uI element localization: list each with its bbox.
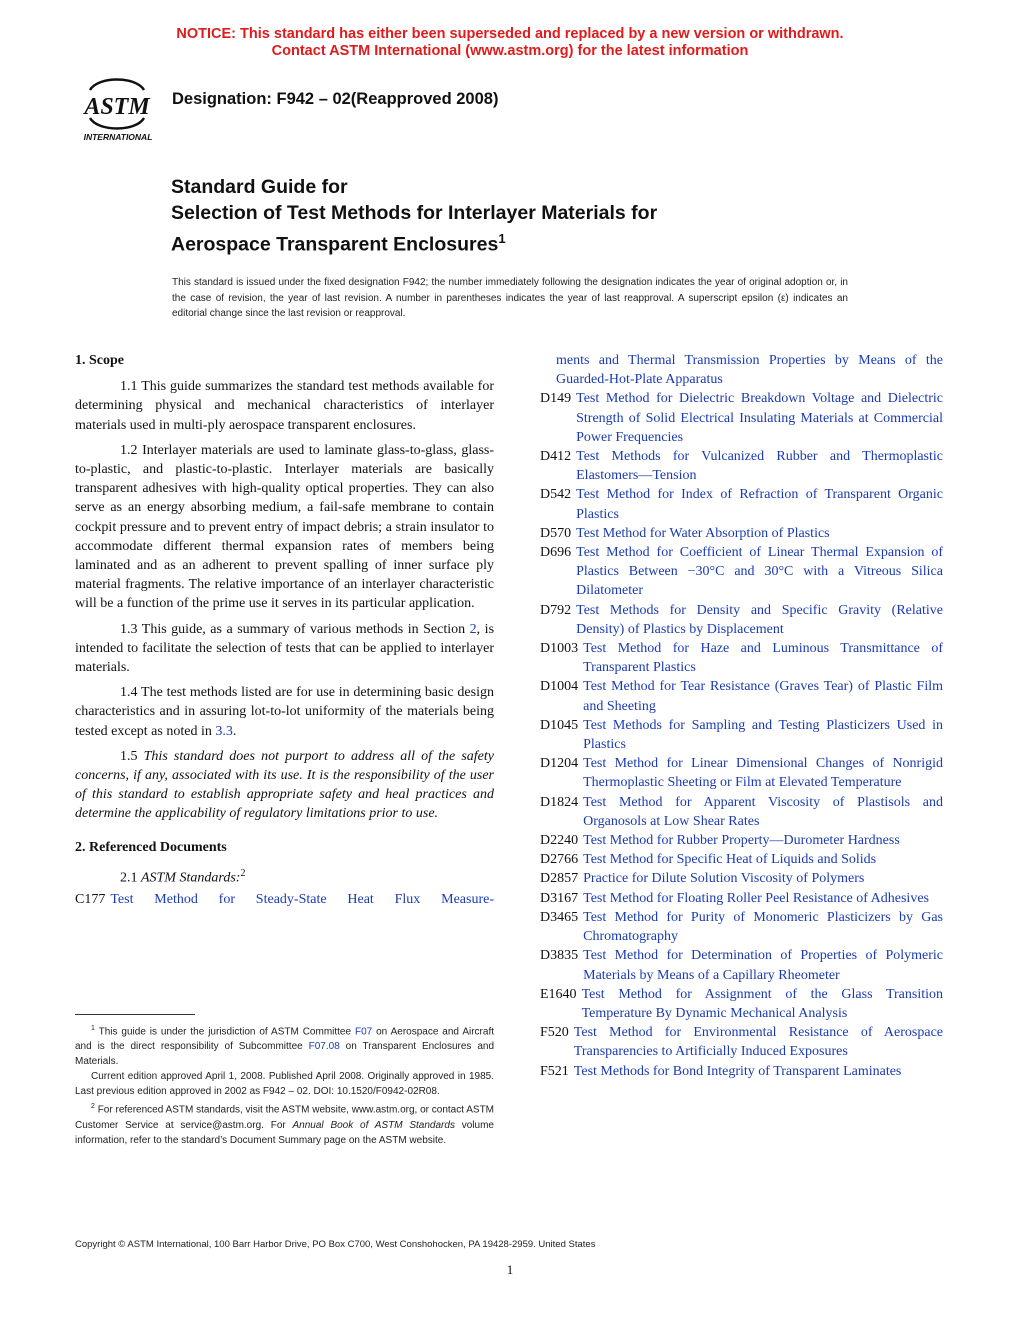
subcommittee-link[interactable]: F07.08 [308,1041,340,1053]
scope-para-1-1: 1.1 This guide summarizes the standard test methods available for determining physical and mechanical characteristics of interlayer materials used in multi-ply aerospace transparent enclosures. [75,379,494,433]
ref-code: D3167 [540,890,579,906]
ref-title-link[interactable]: Test Method for Index of Refraction of Transparent Organic Plastics [576,487,943,522]
ref-item-c177-continued[interactable]: ments and Thermal Transmission Properties by Means of the Guarded-Hot-Plate Apparatus [556,353,943,388]
ref-code: D1045 [540,717,579,733]
logo-text: ASTM [84,94,150,120]
ref-code: D570 [540,525,572,541]
ref-title-link[interactable]: Test Methods for Vulcanized Rubber and Thermoplastic Elastomers—Tension [576,449,943,484]
ref-code: D1003 [540,641,579,657]
ref-item [540,543,943,601]
ref-code: E1640 [540,986,577,1002]
scope-para-1-5: 1.5 This standard does not purport to address all of the safety concerns, if any, associated with its use. It is the responsibility of the user of this standard to establish appropriate safety and heal practices and determine the applicability of regulatory limitations prior to use. [75,748,495,822]
ref-title-link[interactable]: Test Method for Steady-State Heat Flux Measure- [110,891,494,907]
ref-code: D1204 [540,756,579,772]
footnote-1: $^1$ This guide is under the jurisdiction of ASTM Committee F07 on Aerospace and Aircraft and is the direct responsibility of Subcommittee F07.08 on Transparent Enclosures and Materials. [75,1025,495,1068]
committee-link[interactable]: F07 [354,1026,373,1038]
ref-title-link[interactable]: Test Method for Purity of Monomeric Plasticizers by Gas Chromatography [583,909,943,945]
section-link-3-3[interactable]: 3.3 [215,723,233,739]
ref-code: D149 [540,391,572,407]
ref-code: D542 [540,487,572,503]
ref-item [540,601,943,639]
scope-heading: 1. Scope [75,353,124,368]
ref-item [540,716,943,754]
ref-title-link[interactable]: Test Methods for Sampling and Testing Plasticizers Used in Plastics [583,717,943,753]
ref-title-link[interactable]: Test Method for Floating Roller Peel Resistance of Adhesives [583,890,929,906]
astm-logo [76,74,160,144]
ref-title-link[interactable]: Test Methods for Bond Integrity of Transparent Laminates [573,1063,902,1079]
ref-code: C177 [75,891,106,907]
ref-item [540,831,943,850]
ref-item [540,793,943,831]
ref-item [540,869,943,888]
title-footnote-ref[interactable]: 1 [498,231,506,246]
ref-title-link[interactable]: Test Method for Linear Dimensional Changes of Nonrigid Thermoplastic Sheeting or Film at Elevated Temperature [583,756,943,791]
ref-title-link[interactable]: Test Method for Tear Resistance (Graves Tear) of Plastic Film and Sheeting [583,679,943,714]
scope-para-1-3: 1.3 This guide, as a summary of various methods in Section 2, is intended to facilitate the selection of tests that can be applied to interlayer materials. [75,621,495,676]
left-column [75,351,494,909]
issued-note: This standard is issued under the fixed designation F942; the number immediately following the designation indicates the year of original adoption or, in the case of revision, the year of last revision. A number in parentheses indicates the year of last reapproval. A superscript epsilon (ε) indicates an editorial change since the last revision or reapproval. [172,277,848,319]
designation: Designation: F942 – 02(Reapproved 2008) [172,90,499,108]
notice-line-2: Contact ASTM International (www.astm.org) for the latest information [271,43,749,59]
ref-code: D3465 [540,909,579,925]
ref-code: D1824 [540,794,579,810]
logo-subtext: INTERNATIONAL [83,132,153,142]
ref-code: D1004 [540,679,579,695]
ref-title-link[interactable]: Test Method for Determination of Properties of Polymeric Materials by Means of a Capillary Rheometer [583,948,943,983]
ref-code: D696 [540,545,572,561]
page-number: 1 [506,1262,514,1277]
footnote-1-edition: Current edition approved April 1, 2008. Published April 2008. Originally approved in 1985. Last previous edition approved in 2002 as F942 – 02. DOI: 10.1520/F0942-02R08. [75,1071,494,1098]
ref-item [540,485,943,523]
section-link-2[interactable]: 2 [469,621,477,637]
ref-title-link[interactable]: Test Methods for Density and Specific Gravity (Relative Density) of Plastics by Displacement [576,602,943,637]
scope-para-1-4: 1.4 The test methods listed are for use in determining basic design characteristics and in assuring lot-to-lot uniformity of the materials being tested except as noted in 3.3. [75,685,494,739]
footnote-divider [75,1014,195,1015]
ref-code: D3835 [540,948,579,964]
ref-code: D2766 [540,852,579,868]
ref-code: F520 [540,1025,569,1041]
document-title [171,174,657,258]
ref-code: D792 [540,602,572,618]
ref-title-link[interactable]: Test Method for Apparent Viscosity of Plastisols and Organosols at Low Shear Rates [583,794,943,829]
ref-item [540,908,943,946]
ref-item [540,1062,943,1081]
ref-item [540,1023,943,1061]
ref-item [540,447,943,485]
copyright: Copyright © ASTM International, 100 Barr Harbor Drive, PO Box C700, West Conshohocken, PA 19428-2959. United States [75,1239,596,1250]
ref-title-link[interactable]: Test Method for Dielectric Breakdown Voltage and Dielectric Strength of Solid Electrical Insulating Materials at Commercial Power Frequencies [576,391,943,445]
ref-title-link[interactable]: Test Method for Environmental Resistance of Aerospace Transparencies to Artificially Induced Exposures [573,1025,943,1060]
notice-line-1: NOTICE: This standard has either been superseded and replaced by a new version or withdrawn. [176,26,844,42]
astm-logo-icon [76,74,160,144]
referenced-standards-list [540,389,943,1080]
ref-item [540,946,943,984]
referenced-documents-heading: 2. Referenced Documents [75,839,227,855]
ref-item [540,677,943,715]
ref-title-link[interactable]: Test Method for Rubber Property—Durometer Hardness [583,833,900,849]
ref-item-c177 [75,890,494,909]
right-column [540,351,943,1081]
scope-para-1-2: 1.2 Interlayer materials are used to laminate glass-to-glass, glass-to-plastic, and plastic-to-plastic. Interlayer materials are basically transparent adhesives with high-quality optical properties. They can also serve as an energy absorbing medium, a fail-safe membrane to contain cockpit pressure and to prevent entry of impact debris; a strain insulator to accommodate different thermal expansion rates of members being laminated and as an adherent to prevent spalling of inner surface ply material fragments. The relative importance of an interlayer characteristic will be a function of the prime use it serves in its particular application. [75,442,494,612]
footnote-2: $^2$ For referenced ASTM standards, visit the ASTM website, www.astm.org, or contact ASTM Customer Service at service@astm.org. For Annual Book of ASTM Standards volume information, refer to the standard’s Document Summary page on the ASTM website. [75,1103,495,1146]
ref-code: F521 [540,1063,569,1079]
ref-item [540,889,943,908]
ref-item [540,639,943,677]
ref-title-link[interactable]: Test Method for Haze and Luminous Transmittance of Transparent Plastics [583,641,943,676]
ref-code: D2240 [540,833,579,849]
ref-item [540,389,943,447]
ref-title-link[interactable]: Practice for Dilute Solution Viscosity of Polymers [583,871,865,887]
ref-item [540,754,943,792]
astm-standards-label: 2.1 ASTM Standards:$^2$ [120,867,246,886]
ref-title-link[interactable]: Test Method for Specific Heat of Liquids and Solids [583,852,877,868]
footnotes [75,1021,494,1148]
title-line-1: Standard Guide for [171,176,348,198]
ref-title-link[interactable]: Test Method for Assignment of the Glass Transition Temperature By Dynamic Mechanical Analysis [581,986,943,1021]
ref-code: D2857 [540,871,579,887]
title-line-3: Aerospace Transparent Enclosures$^1$ [171,231,506,256]
title-line-2: Selection of Test Methods for Interlayer Materials for [171,202,658,224]
ref-title-link[interactable]: Test Method for Coefficient of Linear Thermal Expansion of Plastics Between −30°C and 30°C with a Vitreous Silica Dilatometer [576,545,943,599]
ref-item [540,850,943,869]
withdrawal-notice [0,26,1020,60]
ref-title-link[interactable]: Test Method for Water Absorption of Plastics [576,525,830,541]
ref-item [540,985,943,1023]
ref-item [540,524,943,543]
ref-code: D412 [540,449,572,465]
